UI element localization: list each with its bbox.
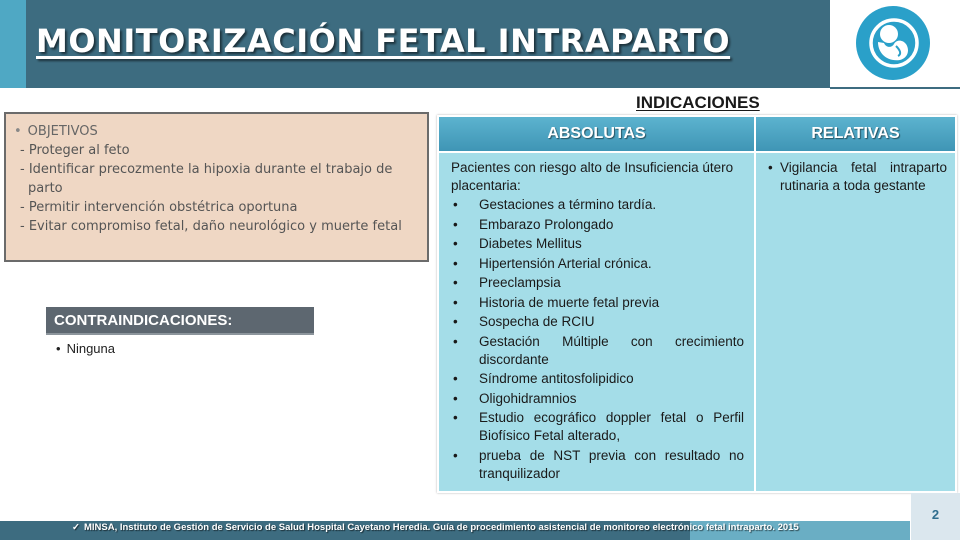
relativas-list (766, 159, 947, 195)
absolutas-intro: Pacientes con riesgo alto de Insuficiencia útero placentaria: (451, 160, 734, 193)
objetivo-item: - Evitar compromiso fetal, daño neurológico y muerte fetal (14, 217, 421, 236)
objetivos-heading: • OBJETIVOS (14, 122, 421, 141)
list-item: • Preeclampsia (451, 274, 744, 292)
absolutas-list (451, 196, 744, 483)
contraindicaciones-heading: CONTRAINDICACIONES: (46, 307, 314, 335)
header-accent (0, 0, 26, 88)
list-item: • Vigilancia fetal intraparto rutinaria a toda gestante (766, 159, 947, 195)
list-item: • Diabetes Mellitus (451, 235, 744, 253)
list-item: • Hipertensión Arterial crónica. (451, 255, 744, 273)
footer-citation: ✓ MINSA, Instituto de Gestión de Servicio de Salud Hospital Cayetano Heredia. Guía de procedimiento asistencial de monitoreo electrónico fetal intraparto. 2015 (72, 522, 799, 533)
column-header-relativas: RELATIVAS (755, 116, 956, 152)
objetivos-box (4, 112, 429, 262)
list-item: • Sospecha de RCIU (451, 313, 744, 331)
indicaciones-table (437, 115, 957, 493)
column-header-absolutas: ABSOLUTAS (438, 116, 755, 152)
list-item: • Síndrome antitosfolipidico (451, 370, 744, 388)
objetivo-item: - Identificar precozmente la hipoxia durante el trabajo de parto (14, 160, 421, 198)
logo (856, 6, 930, 80)
header-divider (830, 87, 960, 89)
list-item: • Gestación Múltiple con crecimiento discordante (451, 333, 744, 369)
indicaciones-heading: INDICACIONES (636, 93, 760, 112)
list-item: • Embarazo Prolongado (451, 216, 744, 234)
relativas-cell (755, 152, 956, 492)
page-number: 2 (911, 493, 960, 540)
list-item: • prueba de NST previa con resultado no tranquilizador (451, 447, 744, 483)
list-item: • Oligohidramnios (451, 390, 744, 408)
fetus-icon (856, 6, 930, 80)
objetivo-item: - Permitir intervención obstétrica oportuna (14, 198, 421, 217)
list-item: • Gestaciones a término tardía. (451, 196, 744, 214)
list-item: • Historia de muerte fetal previa (451, 294, 744, 312)
absolutas-cell (438, 152, 755, 492)
list-item: • Estudio ecográfico doppler fetal o Perfil Biofísico Fetal alterado, (451, 409, 744, 445)
slide-title: MONITORIZACIÓN FETAL INTRAPARTO (36, 22, 731, 60)
objetivo-item: - Proteger al feto (14, 141, 421, 160)
contraindicacion-item: • Ninguna (56, 341, 115, 356)
